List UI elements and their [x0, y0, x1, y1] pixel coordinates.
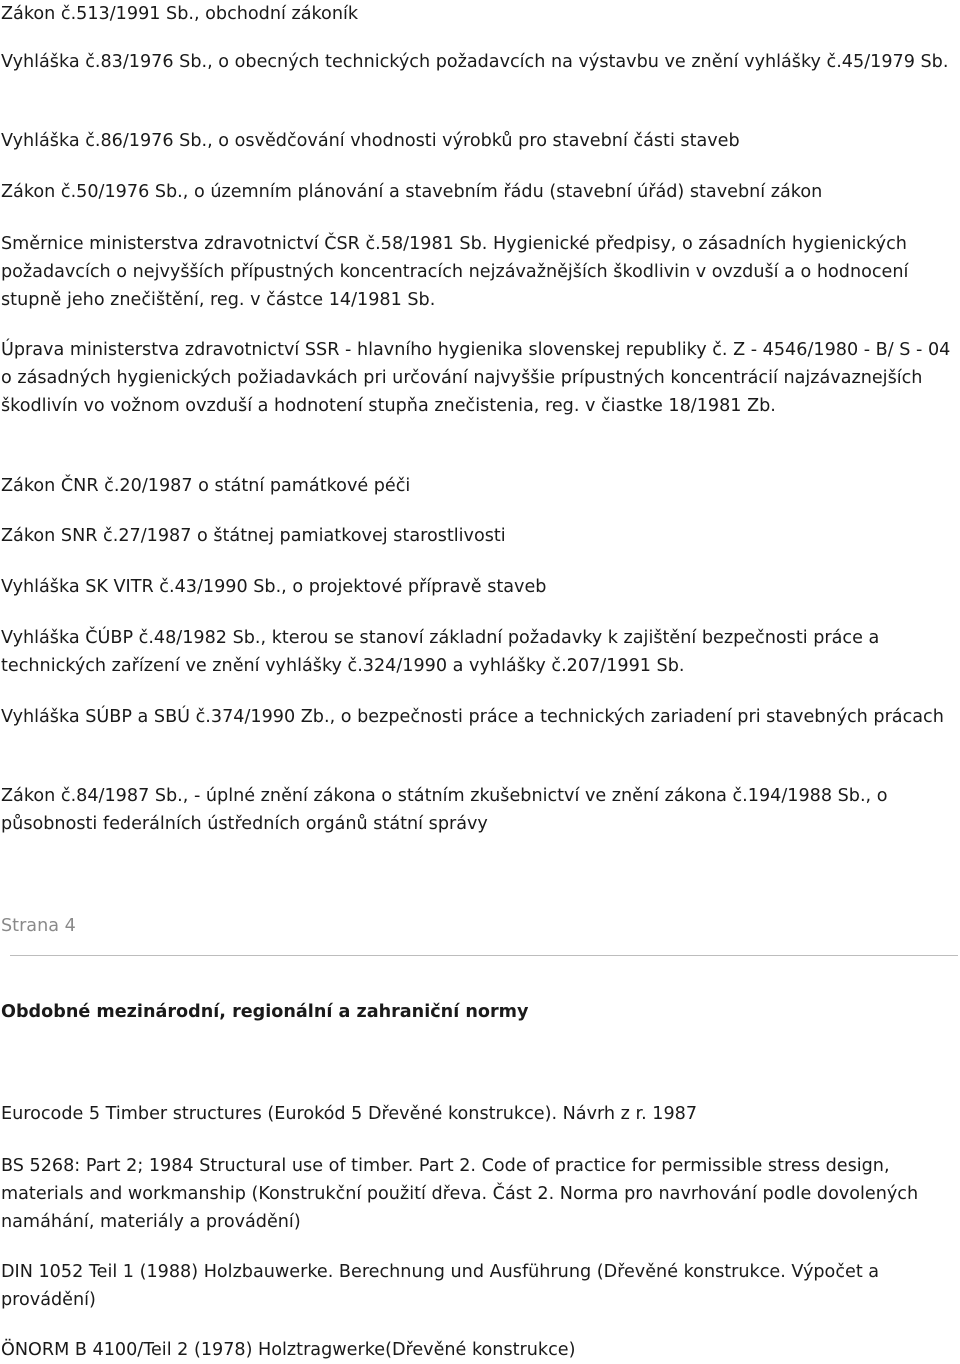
reference-item: Zákon č.50/1976 Sb., o územním plánování a stavebním řádu (stavební úřád) stavební zákon: [1, 182, 823, 202]
reference-item: Vyhláška č.86/1976 Sb., o osvědčování vhodnosti výrobků pro stavební části staveb: [1, 131, 740, 151]
reference-item: Zákon SNR č.27/1987 o štátnej pamiatkovej starostlivosti: [1, 526, 506, 546]
reference-item: Vyhláška SÚBP a SBÚ č.374/1990 Zb., o bezpečnosti práce a technických zariadení pri stavebných prácach: [1, 707, 944, 727]
reference-item: Vyhláška č.83/1976 Sb., o obecných technických požadavcích na výstavbu ve znění vyhlášky č.45/1979 Sb.: [1, 52, 949, 72]
norm-item: DIN 1052 Teil 1 (1988) Holzbauwerke. Berechnung und Ausführung (Dřevěné konstrukce. Výpočet a provádění): [1, 1262, 880, 1310]
reference-item: Zákon č.84/1987 Sb., - úplné znění zákona o státním zkušebnictví ve znění zákona č.194/1988 Sb., o působnosti federálních ústředních orgánů státní správy: [1, 786, 888, 834]
reference-item: Směrnice ministerstva zdravotnictví ČSR č.58/1981 Sb. Hygienické předpisy, o zásadních hygienických požadavcích o nejvyšších přípustných koncentracích nejzávažnějších škodlivin v ovzduší a o hodnocení stupně jeho znečištění, reg. v částce 14/1981 Sb.: [1, 234, 909, 310]
page-divider: [10, 955, 958, 956]
norm-item: ÖNORM B 4100/Teil 2 (1978) Holztragwerke(Dřevěné konstrukce): [1, 1340, 576, 1360]
section-heading: Obdobné mezinárodní, regionální a zahraniční normy: [1, 1002, 529, 1022]
reference-item: Zákon ČNR č.20/1987 o státní památkové péči: [1, 476, 411, 496]
reference-item: Úprava ministerstva zdravotnictví SSR - hlavního hygienika slovenskej republiky č. Z - 4546/1980 - B/ S - 04 o zásadných hygienických požiadavkách pri určování najvyššie prípustných koncentrácií najzávaznejších škodlivín vo vožnom ovzduší a hodnotení stupňa znečistenia, reg. v čiastke 18/1981 Zb.: [1, 340, 951, 416]
reference-item: Vyhláška SK VITR č.43/1990 Sb., o projektové přípravě staveb: [1, 577, 547, 597]
page-number: Strana 4: [1, 916, 76, 936]
reference-item: Zákon č.513/1991 Sb., obchodní zákoník: [1, 4, 359, 24]
norm-item: BS 5268: Part 2; 1984 Structural use of timber. Part 2. Code of practice for permissible stress design, materials and workmanship (Konstrukční použití dřeva. Část 2. Norma pro navrhování podle dovolených namáhání, materiály a provádění): [1, 1156, 919, 1232]
norm-item: Eurocode 5 Timber structures (Eurokód 5 Dřevěné konstrukce). Návrh z r. 1987: [1, 1104, 698, 1124]
reference-item: Vyhláška ČÚBP č.48/1982 Sb., kterou se stanoví základní požadavky k zajištění bezpečnosti práce a technických zařízení ve znění vyhlášky č.324/1990 a vyhlášky č.207/1991 Sb.: [1, 628, 880, 676]
